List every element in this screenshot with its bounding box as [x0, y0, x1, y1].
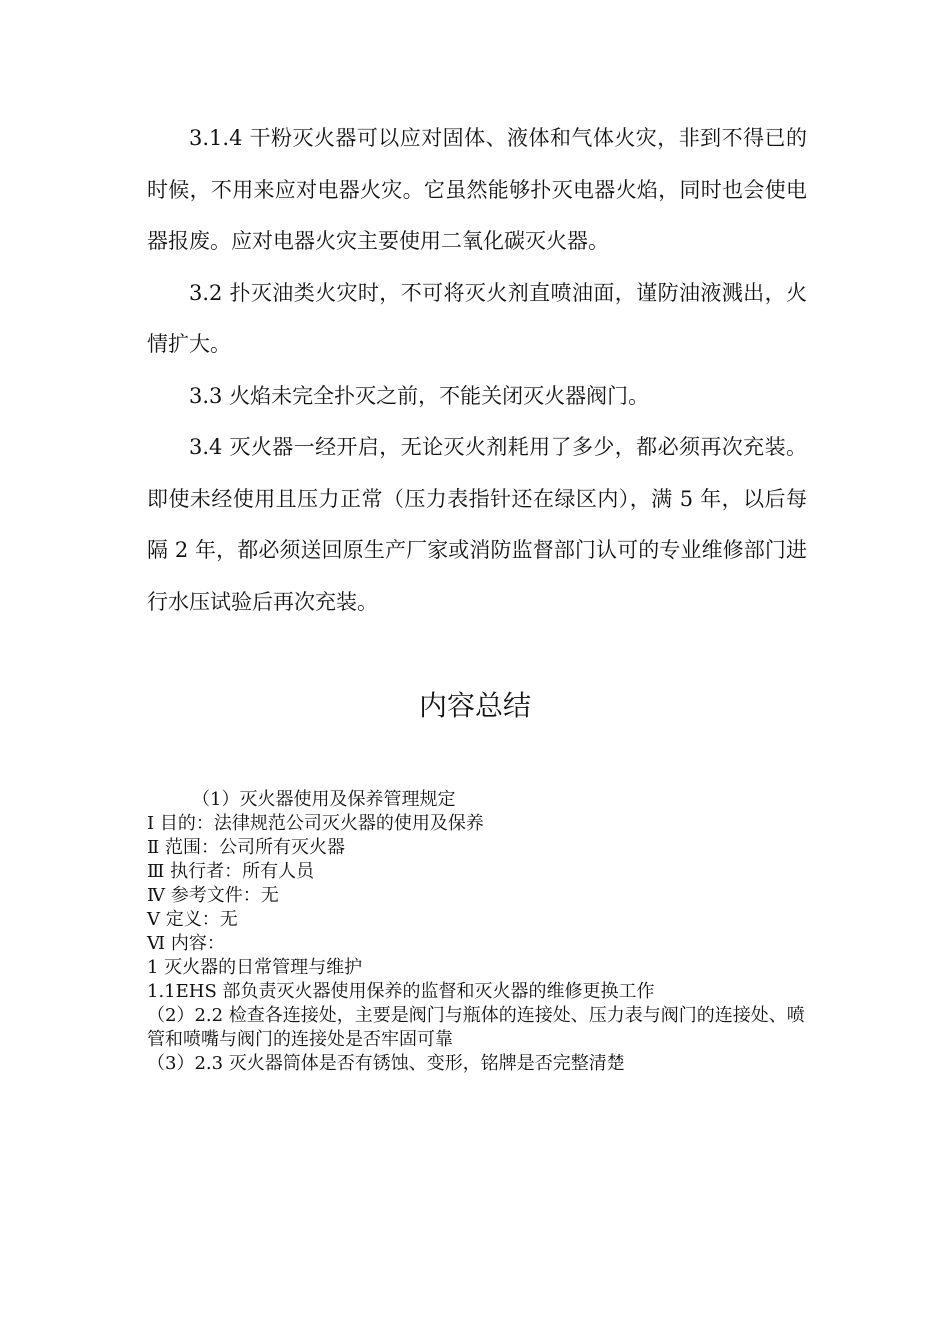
summary-line: Ⅱ 范围：公司所有灭火器 — [147, 837, 345, 858]
summary-title: 内容总结 — [418, 689, 531, 722]
paragraph-3-4: 3.4 灭火器一经开启，无论灭火剂耗用了多少，都必须再次充装。即使未经使用且压力正常（压力表指针还在绿区内），满 5 年，以后每隔 2 年，都必须送回原生产厂家或消防监督部门认可的专业维修部门进行水压试验后再次充装。 — [147, 435, 807, 614]
summary-line: Ⅵ 内容： — [147, 933, 225, 954]
paragraph-3-1-4: 3.1.4 干粉灭火器可以应对固体、液体和气体火灾，非到不得已的时候，不用来应对电器火灾。它虽然能够扑灭电器火焰，同时也会使电器报废。应对电器火灾主要使用二氧化碳灭火器。 — [147, 126, 807, 253]
paragraph-3-3: 3.3 火焰未完全扑灭之前，不能关闭灭火器阀门。 — [189, 383, 650, 408]
summary-line: Ⅰ 目的：法律规范公司灭火器的使用及保养 — [147, 813, 484, 834]
body-text — [147, 113, 807, 628]
summary-line: 1 灭火器的日常管理与维护 — [147, 957, 363, 978]
summary-list — [147, 788, 807, 1076]
summary-line: （1）灭火器使用及保养管理规定 — [192, 789, 456, 810]
summary-line: （3）2.3 灭火器筒体是否有锈蚀、变形，铭牌是否完整清楚 — [147, 1053, 625, 1074]
summary-line: Ⅴ 定义：无 — [147, 909, 238, 930]
paragraph-3-2: 3.2 扑灭油类火灾时，不可将灭火剂直喷油面，谨防油液溅出，火情扩大。 — [147, 280, 807, 356]
summary-line: 1.1EHS 部负责灭火器使用保养的监督和灭火器的维修更换工作 — [147, 981, 655, 1002]
summary-line: （2）2.2 检查各连接处，主要是阀门与瓶体的连接处、压力表与阀门的连接处、喷管和喷嘴与阀门的连接处是否牢固可靠 — [147, 1005, 805, 1050]
summary-line: Ⅳ 参考文件：无 — [147, 885, 279, 906]
summary-line: Ⅲ 执行者：所有人员 — [147, 861, 315, 882]
